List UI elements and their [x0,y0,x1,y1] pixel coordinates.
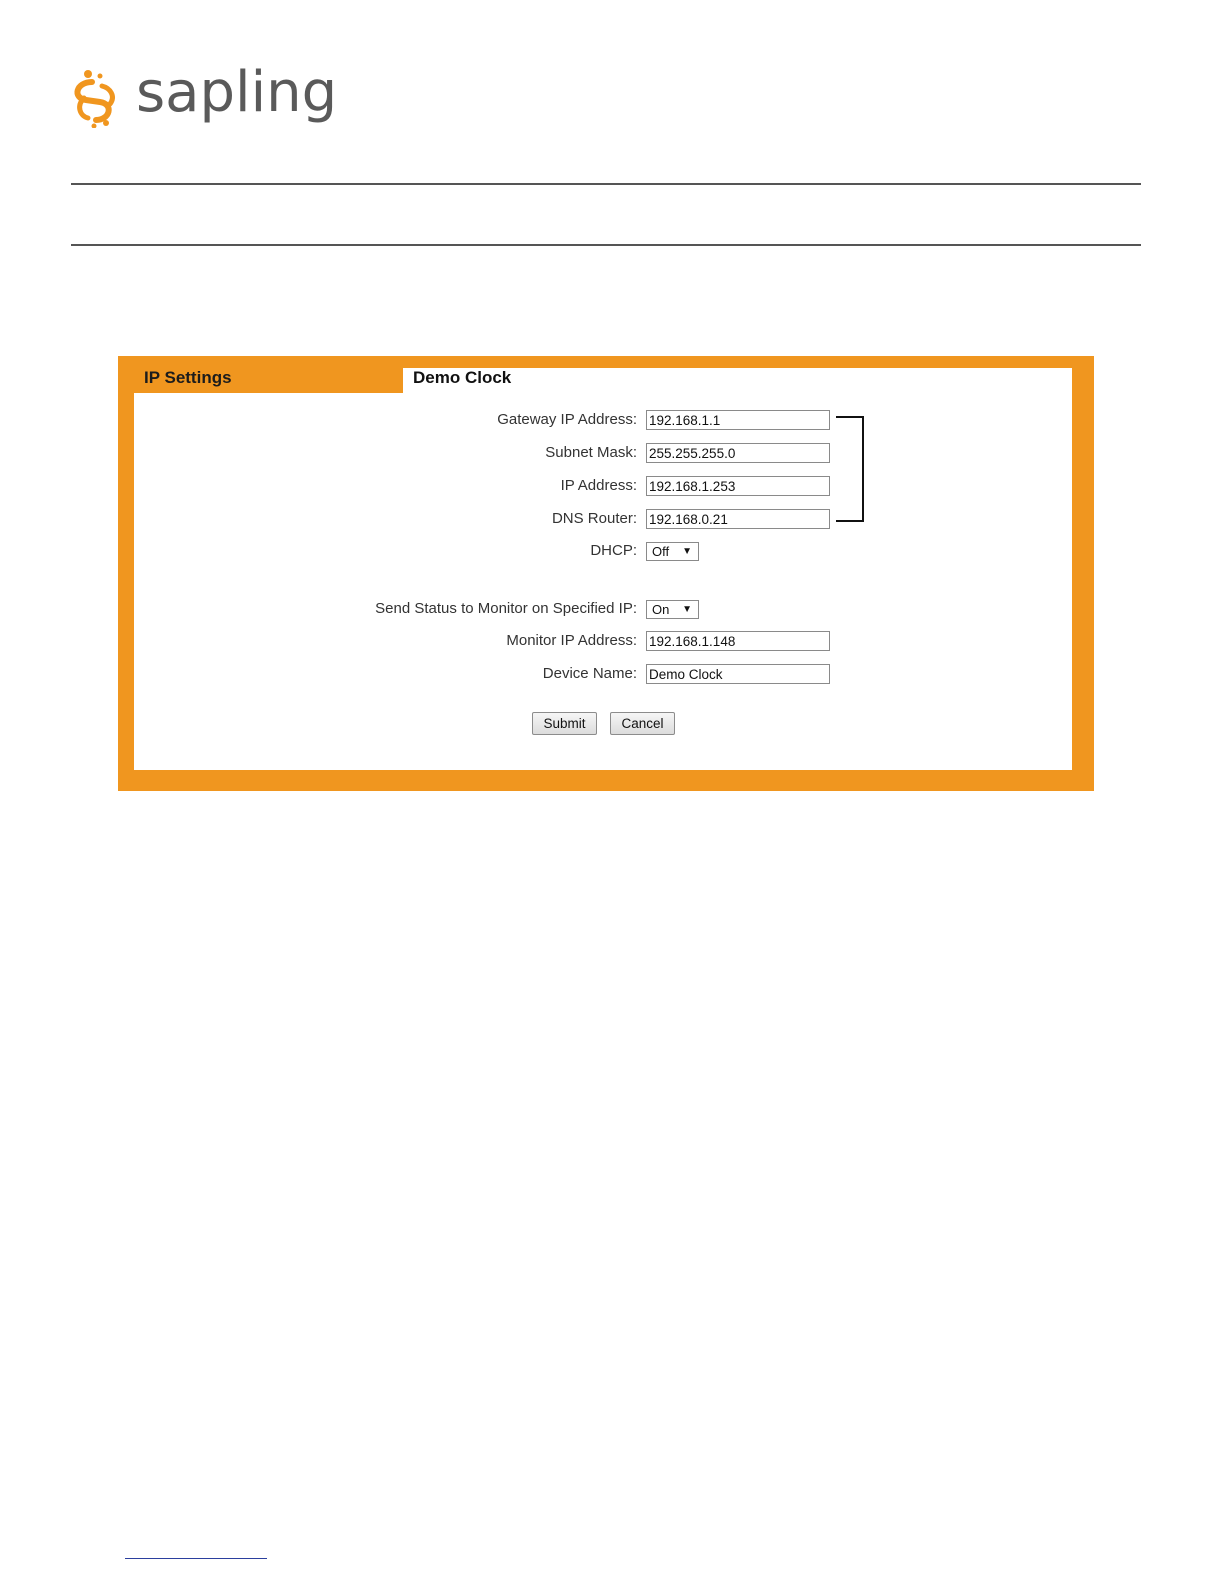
device-name-label: Device Name: [542,665,637,682]
device-name-input[interactable] [646,664,830,684]
send-status-select-value: On [652,602,670,617]
dhcp-select[interactable] [646,542,699,561]
header-divider-bottom [71,244,1141,246]
footer-link-underline [125,1558,267,1559]
monitor-ip-label: Monitor IP Address: [506,632,637,649]
dropdown-arrow-icon: ▼ [682,604,692,615]
ip-address-label: IP Address: [560,477,637,494]
tab-ip-settings-label: IP Settings [144,368,232,387]
sapling-logo [70,60,338,136]
header-divider-top [71,183,1141,185]
subnet-label: Subnet Mask: [545,444,637,461]
brand-name: sapling [136,60,338,125]
static-ip-bracket [836,416,864,522]
dhcp-select-value: Off [652,544,670,559]
send-status-label: Send Status to Monitor on Specified IP: [375,600,637,617]
ip-address-input[interactable] [646,476,830,496]
gateway-input[interactable] [646,410,830,430]
gateway-label: Gateway IP Address: [497,411,637,428]
send-status-select[interactable] [646,600,699,619]
device-title: Demo Clock [413,368,512,387]
dhcp-label: DHCP: [590,542,637,559]
dns-router-label: DNS Router: [551,510,637,527]
dns-router-input[interactable] [646,509,830,529]
cancel-button[interactable]: Cancel [610,712,675,735]
monitor-ip-input[interactable] [646,631,830,651]
subnet-input[interactable] [646,443,830,463]
dropdown-arrow-icon: ▼ [682,546,692,557]
sapling-logo-icon [70,68,124,128]
submit-button[interactable]: Submit [532,712,597,735]
